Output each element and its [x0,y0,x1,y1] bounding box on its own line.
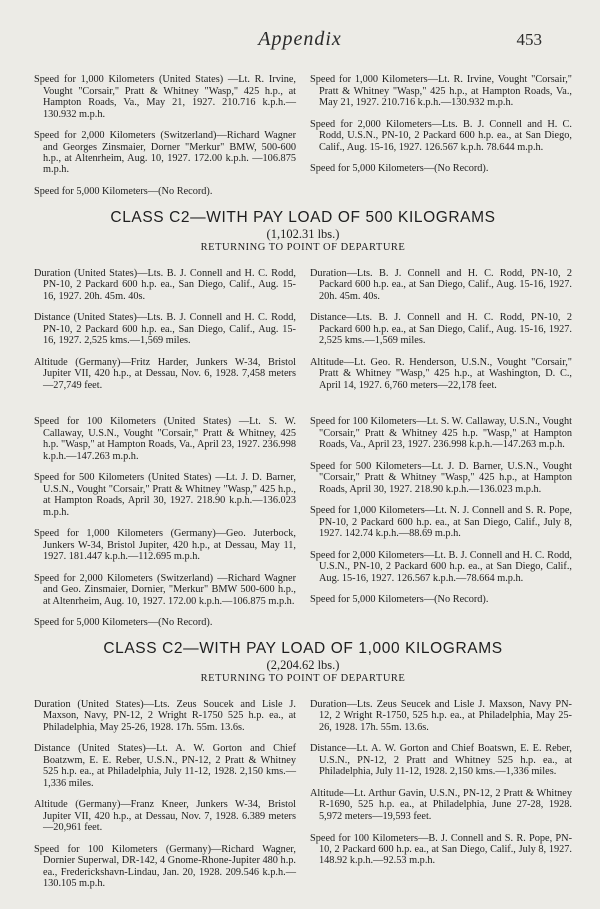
top-records [34,64,572,201]
record-entry: Altitude—Lt. Geo. R. Henderson, U.S.N., Vought "Corsair," Pratt & Whitney "Wasp," 425 h.p., at Washington, D. C., April 14, 1927. 6,760 meters—22,178 feet. [310,356,572,391]
record-entry: Altitude—Lt. Arthur Gavin, U.S.N., PN-12, 2 Pratt & Whitney R-1690, 525 h.p. ea., at Philadelphia, June 27-28, 1928. 5,972 meters—19,593 feet. [310,788,572,822]
left-column [34,406,296,632]
left-column [34,64,296,201]
record-entry: Speed for 1,000 Kilometers—Lt. R. Irvine, Vought "Corsair," Pratt & Whitney "Wasp," 425 h.p., at Hampton Roads, Va., May 21, 1927. 210.716 k.p.h.—130.932 m.p.h. [310,74,572,109]
record-entry: Speed for 2,000 Kilometers (Switzerland) —Richard Wagner and Geo. Zinsmaier, Dornier, "Merkur" BMW 500-600 h.p., at Altenrheim, Aug. 10, 1927. 172.00 k.p.h.—106.875 m.p.h. [34,572,296,607]
record-entry: Distance—Lts. B. J. Connell and H. C. Rodd, PN-10, 2 Packard 600 h.p. ea., at San Diego, Calif., Aug. 15-16, 1927. 2,525 kms.—1,569 miles. [310,312,572,347]
record-entry: Duration (United States)—Lts. B. J. Connell and H. C. Rodd, PN-10, 2 Packard 600 h.p. ea., San Diego, Calif., Aug. 15-16, 1927. 20h. 45m. 40s. [34,267,296,302]
record-entry: Duration—Lts. B. J. Connell and H. C. Rodd, PN-10, 2 Packard 600 h.p. ea., at San Diego, Calif., Aug. 15-16, 1927. 20h. 45m. 40s. [310,267,572,302]
record-entry: Altitude (Germany)—Fritz Harder, Junkers W-34, Bristol Jupiter VII, 420 h.p., at Dessau, Nov. 6, 1928. 7,458 meters—27,749 feet. [34,356,296,391]
record-entry: Speed for 500 Kilometers (United States) —Lt. J. D. Barner, U.S.N., Vought "Corsair," Pratt & Whitney "Wasp," 425 h.p., at Hampton Roads, April 30, 1927. 218.90 k.p.h.—136.023 m.p.h. [34,472,296,518]
left-column [34,258,296,395]
records-group [34,689,572,893]
spacer [34,394,572,406]
records-group [34,406,572,632]
right-column [310,258,572,395]
section-subheading: (1,102.31 lbs.) [266,226,340,241]
running-title: Appendix [258,28,342,50]
record-entry: Speed for 5,000 Kilometers—(No Record). [34,186,213,198]
record-entry: Speed for 2,000 Kilometers—Lts. B. J. Connell and H. C. Rodd, U.S.N., PN-10, 2 Packard 600 h.p. ea., at San Diego, Calif., Aug. 15-16, 1927. 126.567 k.p.h. 78.644 m.p.h. [310,118,572,153]
section-heading: CLASS C2—WITH PAY LOAD OF 1,000 KILOGRAMS [103,639,503,657]
section-subheading: (2,204.62 lbs.) [266,657,340,672]
record-entry: Speed for 2,000 Kilometers—Lt. B. J. Connell and H. C. Rodd, U.S.N., PN-10, 2 Packard 600 h.p. ea., at San Diego, Calif., Aug. 15-16, 1927. 126.567 k.p.h.—78.664 m.p.h. [310,549,572,584]
section-caption: RETURNING TO POINT OF DEPARTURE [200,241,406,253]
record-entry: Speed for 5,000 Kilometers—(No Record). [310,594,489,606]
record-entry: Speed for 100 Kilometers—B. J. Connell and S. R. Pope, PN-10, 2 Packard 600 h.p. ea., at San Diego, Calif., July 8, 1927. 148.92 k.p.h.—92.53 m.p.h. [310,832,572,867]
record-entry: Speed for 100 Kilometers (United States) —Lt. S. W. Callaway, U.S.N., Vought "Corsair," Pratt & Whitney, 425 h.p. "Wasp," at Hampton Roads, Va., April 23, 1927. 236.998 k.p.h.—147.263 m.p.h. [34,416,296,462]
records-group [34,258,572,395]
record-entry: Speed for 1,000 Kilometers (United States) —Lt. R. Irvine, Vought "Corsair," Pratt & Whitney "Wasp," 425 h.p., at Hampton Roads, Va., May 21, 1927. 210.716 k.p.h.—130.932 m.p.h. [34,74,296,120]
record-entry: Speed for 1,000 Kilometers (Germany)—Geo. Juterbock, Junkers W-34, Bristol Jupiter, 420 h.p., at Dessau, May 11, 1927. 181.447 k.p.h.—112.695 m.p.h. [34,528,296,563]
record-entry: Distance—Lt. A. W. Gorton and Chief Boatswn, E. E. Reber, U.S.N., PN-12, 2 Pratt and Whitney 525 h.p. ea., at Philadelphia, July 11-12, 1928. 2,150 kms.—1,336 miles. [310,743,572,778]
page-number: 453 [516,30,542,49]
record-entry: Speed for 5,000 Kilometers—(No Record). [310,163,489,175]
right-column [310,64,572,201]
section-heading: CLASS C2—WITH PAY LOAD OF 500 KILOGRAMS [110,208,496,226]
record-entry: Speed for 500 Kilometers—Lt. J. D. Barner, U.S.N., Vought "Corsair," Pratt & Whitney "Wasp," 425 h.p., at Hampton Roads, April 30, 1927. 218.90 k.p.h.—136.023 m.p.h. [310,460,572,495]
record-entry: Duration (United States)—Lts. Zeus Soucek and Lisle J. Maxson, Navy, PN-12, 2 Wright R-1750 525 h.p. ea., at Philadelphia, May 25-26, 1928. 17h. 55m. 13.6s. [34,698,296,733]
record-entry: Duration—Lts. Zeus Seucek and Lisle J. Maxson, Navy PN-12, 2 Wright R-1750, 525 h.p. ea., at Philadelphia, May 25-26, 1928. 17h. 55m. 13.6s. [310,698,572,733]
section-caption: RETURNING TO POINT OF DEPARTURE [200,672,406,684]
record-entry: Speed for 100 Kilometers—Lt. S. W. Callaway, U.S.N., Vought "Corsair," Pratt & Whitney 425 h.p. "Wasp," at Hampton Roads, Va., April 23, 1927. 236.998 k.p.h.—147.263 m.p.h. [310,416,572,451]
record-entry: Speed for 1,000 Kilometers—Lt. N. J. Connell and S. R. Pope, PN-10, 2 Packard 600 h.p. ea., at San Diego, Calif., July 8, 1927. 142.74 k.p.h.—88.69 m.p.h. [310,505,572,540]
page-body [34,64,572,893]
left-column [34,689,296,893]
record-entry: Distance (United States)—Lts. B. J. Connell and H. C. Rodd, PN-10, 2 Packard 600 h.p. ea., San Diego, Calif., Aug. 15-16, 1927. 2,525 kms.—1,569 miles. [34,312,296,347]
record-entry: Speed for 2,000 Kilometers (Switzerland)—Richard Wagner and Georges Zinsmaier, Dorner "Merkur" BMW, 500-600 h.p., at Altenrheim, Aug. 10, 1927. 172.00 k.p.h. —106.875 m.p.h. [34,130,296,176]
right-column [310,689,572,893]
right-column [310,406,572,632]
record-entry: Speed for 5,000 Kilometers—(No Record). [34,617,213,629]
record-entry: Distance (United States)—Lt. A. W. Gorton and Chief Boatzwm, E. E. Reber, U.S.N., PN-12, 2 Pratt & Whitney 525 h.p. ea., at Philadelphia, July 11-12, 1928. 2,150 kms.—1,336 miles. [34,743,296,789]
record-entry: Altitude (Germany)—Franz Kneer, Junkers W-34, Bristol Jupiter VII, 420 h.p., at Dessau, Nov. 7, 1928. 6.389 meters—20,961 feet. [34,799,296,834]
record-entry: Speed for 100 Kilometers (Germany)—Richard Wagner, Dornier Superwal, DR-142, 4 Gnome-Rhone-Jupiter 480 h.p. ea., Frederickshavn-Lindau, Jan. 20, 1928. 209.546 k.p.h.—130.105 m.p.h. [34,843,296,890]
